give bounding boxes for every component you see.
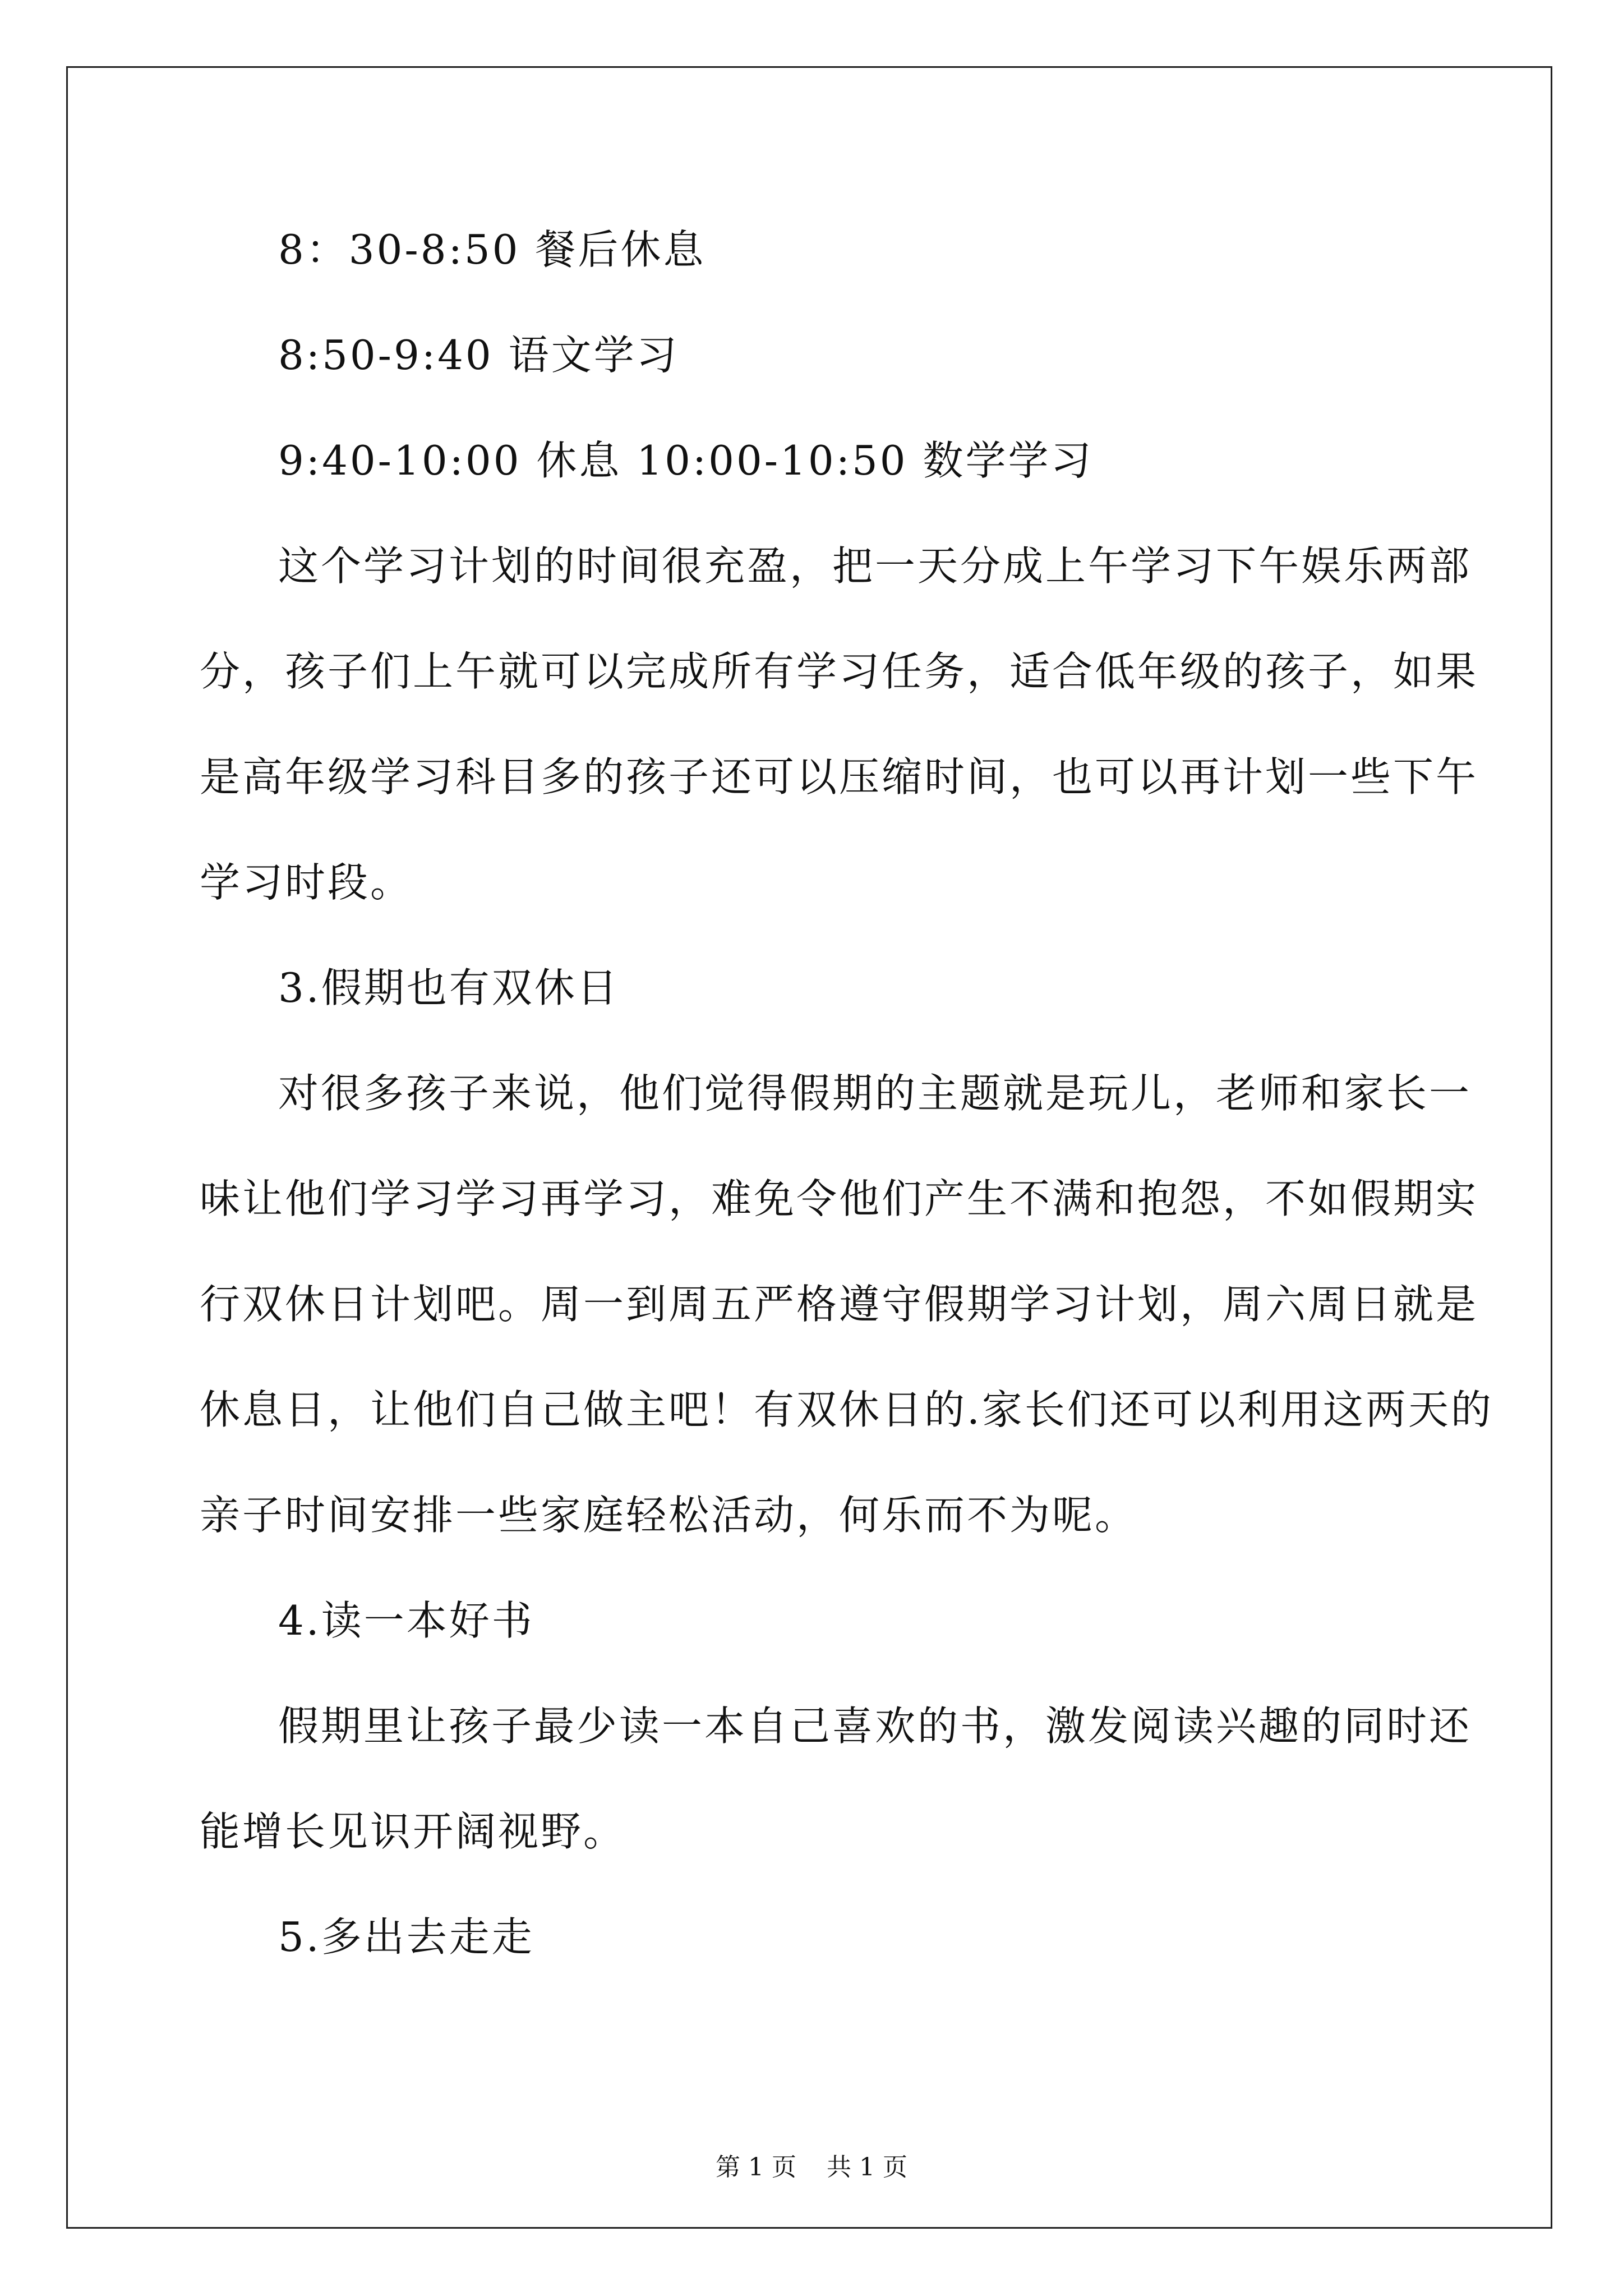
section-heading: 5.多出去走走 — [278, 1913, 534, 1961]
paragraph-line: 这个学习计划的时间很充盈，把一天分成上午学习下午娱乐两部 — [278, 542, 1472, 590]
schedule-line: 8：30-8:50 餐后休息 — [278, 226, 706, 273]
paragraph-line: 味让他们学习学习再学习，难免令他们产生不满和抱怨，不如假期实 — [200, 1175, 1479, 1222]
section-heading: 3.假期也有双休日 — [278, 964, 620, 1011]
paragraph-line: 学习时段。 — [200, 859, 413, 906]
page-footer — [0, 2151, 1623, 2184]
paragraph-line: 亲子时间安排一些家庭轻松活动，何乐而不为呢。 — [200, 1492, 1138, 1539]
page-number: 第 1 页 — [716, 2153, 796, 2182]
section-heading: 4.读一本好书 — [278, 1597, 534, 1644]
paragraph-line: 行双休日计划吧。周一到周五严格遵守假期学习计划，周六周日就是 — [200, 1281, 1479, 1328]
paragraph-line: 对很多孩子来说，他们觉得假期的主题就是玩儿，老师和家长一 — [278, 1070, 1472, 1117]
page-border — [66, 66, 1552, 2229]
paragraph-line: 是高年级学习科目多的孩子还可以压缩时间，也可以再计划一些下午 — [200, 753, 1479, 800]
schedule-line: 9:40-10:00 休息 10:00-10:50 数学学习 — [278, 437, 1094, 484]
paragraph-line: 假期里让孩子最少读一本自己喜欢的书，激发阅读兴趣的同时还 — [278, 1703, 1472, 1750]
paragraph-line: 能增长见识开阔视野。 — [200, 1808, 626, 1855]
paragraph-line: 休息日，让他们自己做主吧！有双休日的.家长们还可以利用这两天的 — [200, 1386, 1493, 1433]
paragraph-line: 分，孩子们上午就可以完成所有学习任务，适合低年级的孩子，如果 — [200, 648, 1479, 695]
page-total: 共 1 页 — [827, 2153, 907, 2182]
schedule-line: 8:50-9:40 语文学习 — [278, 332, 679, 379]
